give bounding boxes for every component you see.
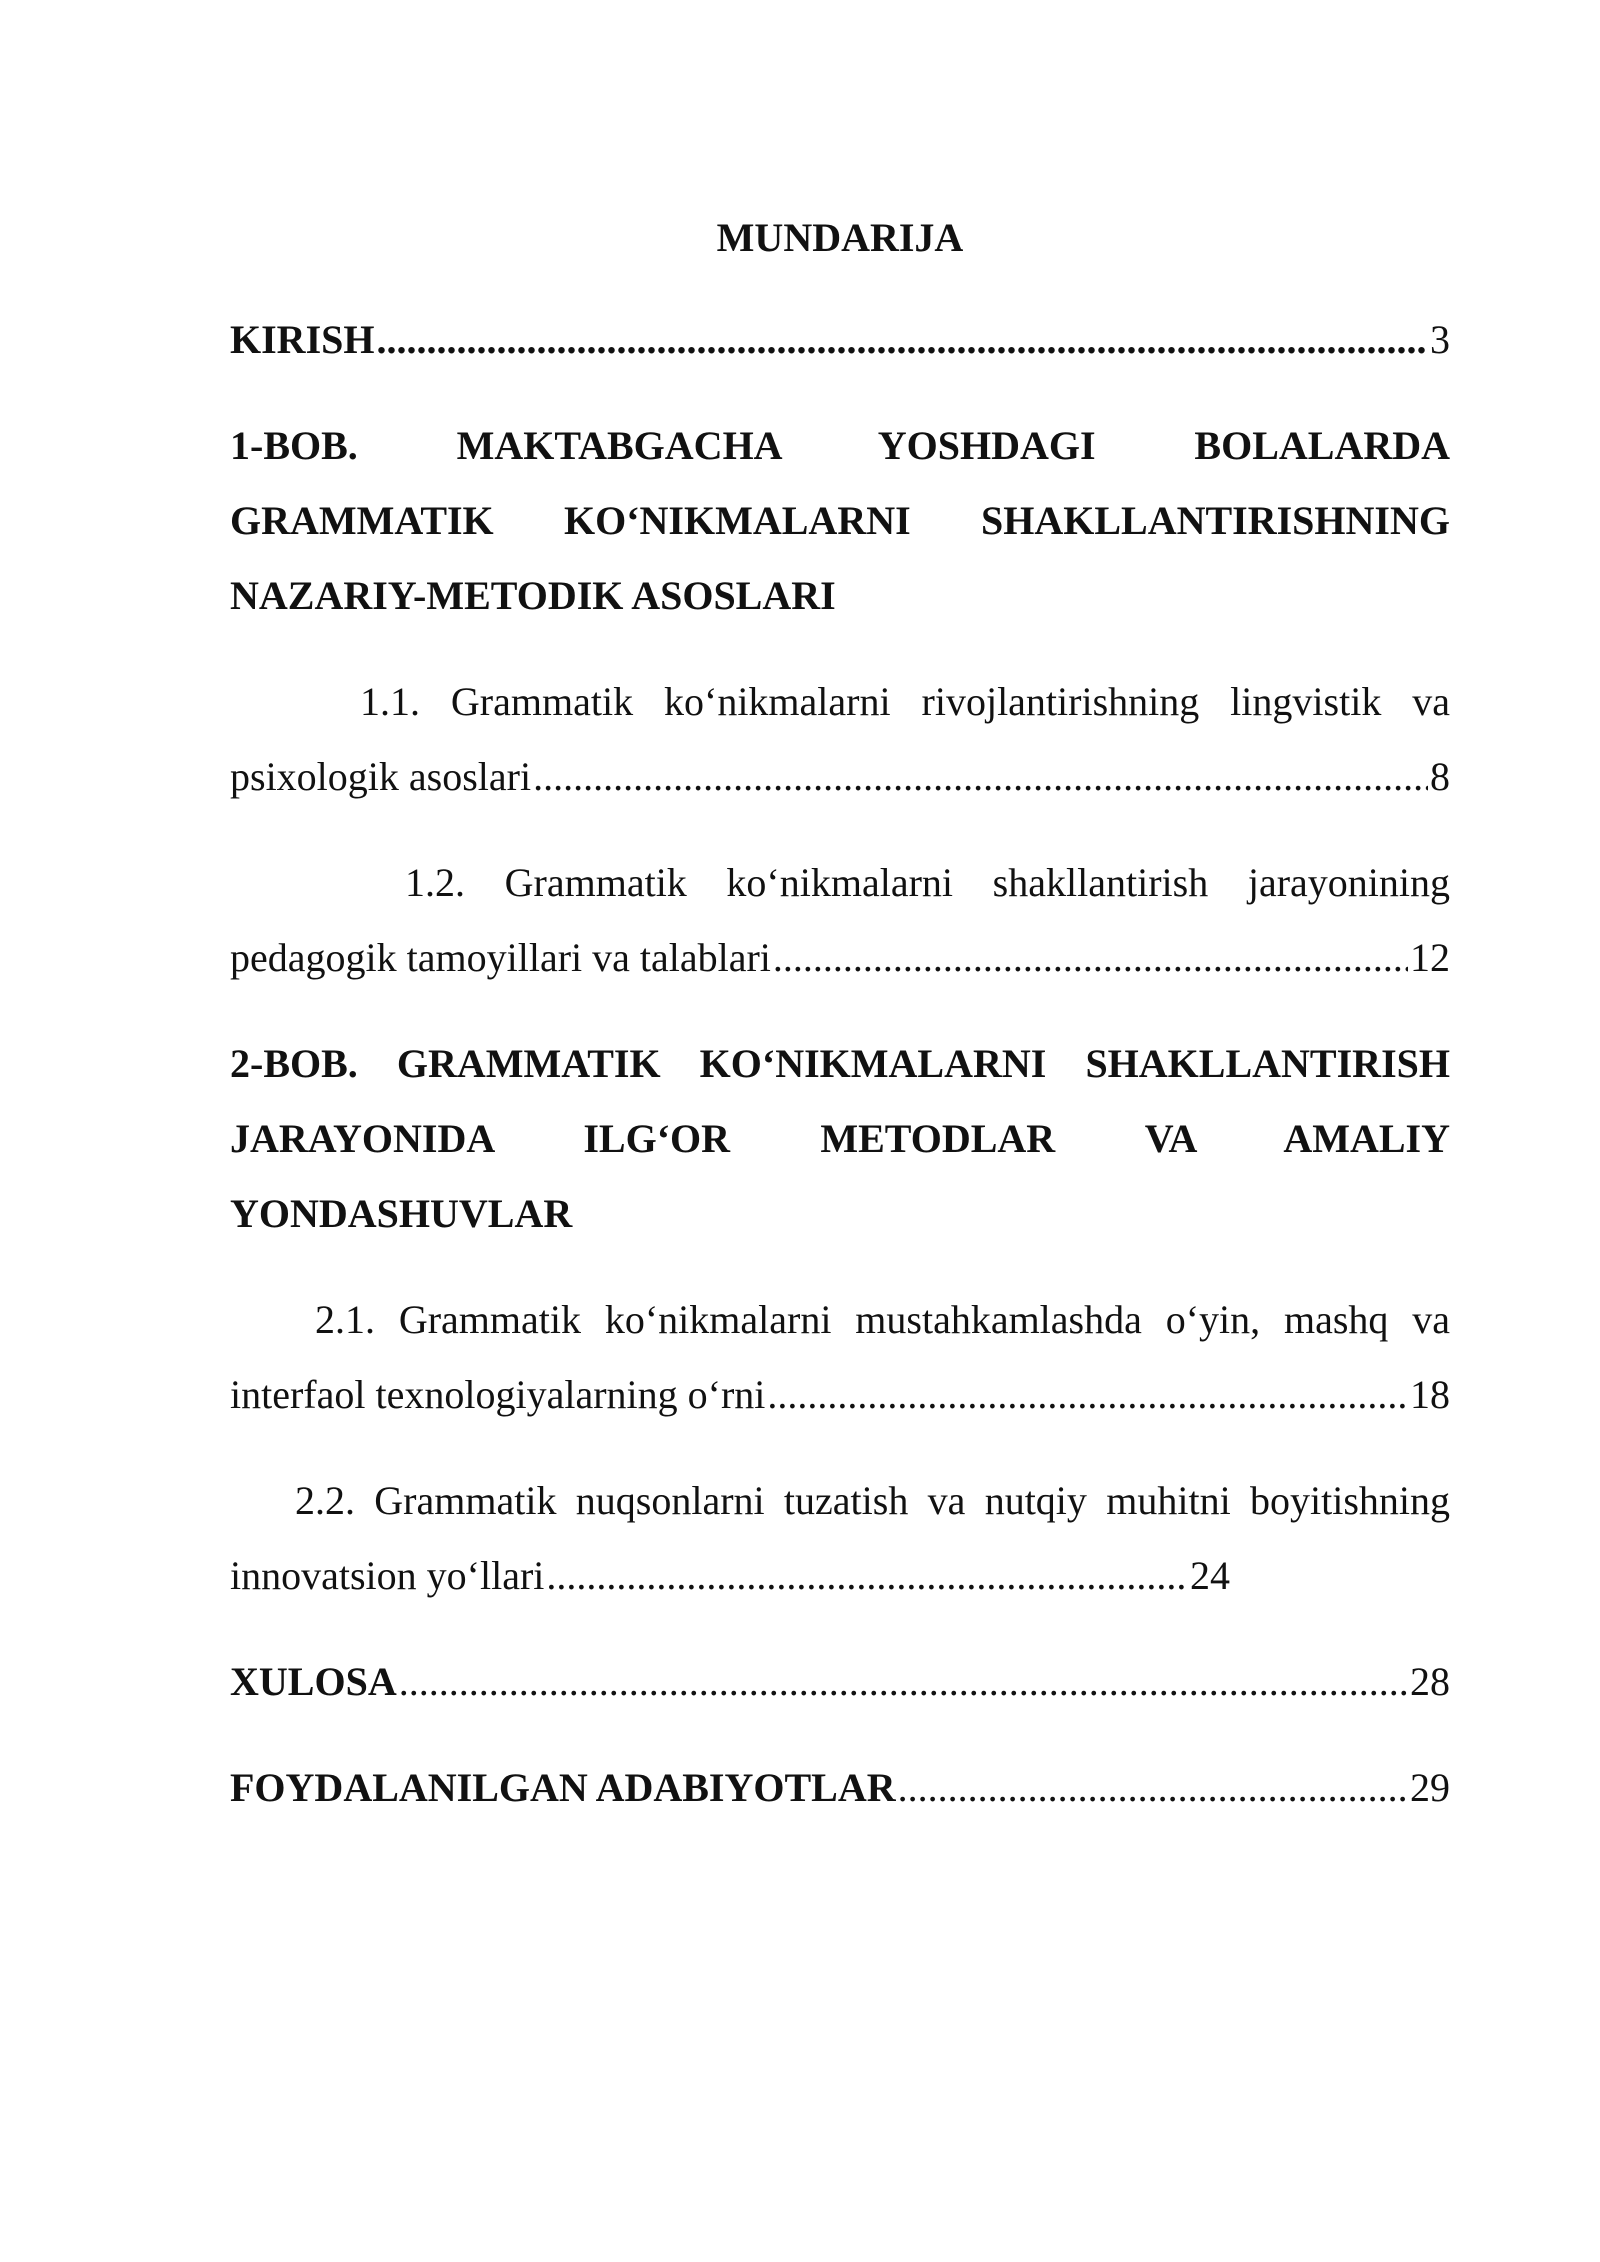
section-title-line: innovatsion yo‘llari — [230, 1553, 545, 1598]
chapter-title-line: YONDASHUVLAR — [230, 1191, 573, 1236]
toc-page-number: 29 — [1410, 1765, 1450, 1810]
chapter-title-line: 1-BOB. MAKTABGACHA YOSHDAGI BOLALARDA — [230, 423, 1450, 468]
dot-leader — [533, 739, 1428, 814]
dot-leader — [773, 920, 1408, 995]
dot-leader — [399, 1644, 1408, 1719]
chapter-title-line: 2-BOB. GRAMMATIK KO‘NIKMALARNI SHAKLLANTIRISH — [230, 1041, 1450, 1086]
chapter-title-line: JARAYONIDA ILG‘OR METODLAR VA AMALIY — [230, 1116, 1450, 1161]
chapter-title-line: NAZARIY-METODIK ASOSLARI — [230, 573, 836, 618]
section-title-line: 1.2. Grammatik ko‘nikmalarni shakllantirish jarayonining — [405, 860, 1450, 905]
section-title-line: 2.2. Grammatik nuqsonlarni tuzatish va nutqiy muhitni boyitishning — [295, 1478, 1450, 1523]
toc-entry-intro — [230, 302, 1450, 377]
toc-section-1-1 — [230, 664, 1450, 814]
section-title-line: pedagogik tamoyillari va talablari — [230, 935, 771, 980]
dot-leader — [377, 302, 1429, 377]
page-title: MUNDARIJA — [716, 215, 964, 260]
section-title-line: 2.1. Grammatik ko‘nikmalarni mustahkamlashda o‘yin, mashq va — [315, 1297, 1450, 1342]
toc-entry-references — [230, 1750, 1450, 1825]
toc-page-number: 18 — [1410, 1372, 1450, 1417]
toc-entry-label: XULOSA — [230, 1659, 397, 1704]
table-of-contents — [230, 200, 1450, 1856]
toc-page-number: 24 — [1190, 1553, 1230, 1598]
toc-page-number: 3 — [1430, 317, 1450, 362]
section-title-line: psixologik asoslari — [230, 754, 532, 799]
toc-section-2-1 — [230, 1282, 1450, 1432]
dot-leader — [767, 1357, 1408, 1432]
section-title-line: interfaol texnologiyalarning o‘rni — [230, 1372, 766, 1417]
toc-section-1-2 — [230, 845, 1450, 995]
section-title-line: 1.1. Grammatik ko‘nikmalarni rivojlantirishning lingvistik va — [360, 679, 1450, 724]
dot-leader — [546, 1538, 1188, 1613]
chapter-title-line: GRAMMATIK KO‘NIKMALARNI SHAKLLANTIRISHNING — [230, 498, 1450, 543]
dot-leader — [898, 1750, 1408, 1825]
toc-chapter-2 — [230, 1026, 1450, 1251]
toc-page-number: 28 — [1410, 1659, 1450, 1704]
toc-entry-label: KIRISH — [230, 317, 375, 362]
toc-entry-conclusion — [230, 1644, 1450, 1719]
toc-entry-label: FOYDALANILGAN ADABIYOTLAR — [230, 1765, 896, 1810]
toc-section-2-2 — [230, 1463, 1450, 1613]
toc-page-number: 12 — [1410, 935, 1450, 980]
toc-page-number: 8 — [1430, 754, 1450, 799]
toc-chapter-1 — [230, 408, 1450, 633]
